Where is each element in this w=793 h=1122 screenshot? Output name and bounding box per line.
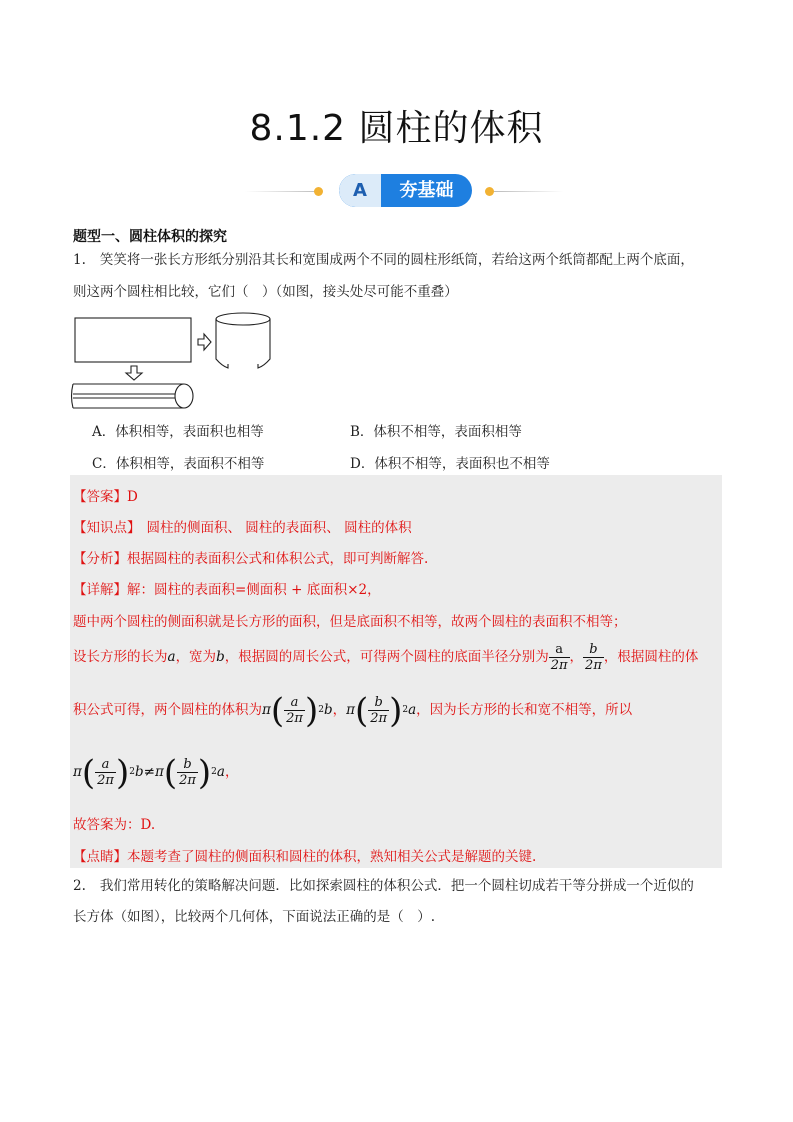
- comma: ，: [332, 702, 347, 718]
- pi-symbol: π: [154, 764, 164, 780]
- q1-figure: [68, 308, 278, 414]
- pi-symbol: π: [73, 764, 82, 780]
- final-answer-line: 故答案为：D.: [73, 817, 156, 833]
- decor-dot-right: [485, 187, 494, 196]
- decor-line-left: [245, 191, 320, 192]
- volume-fraction-a: [284, 695, 305, 726]
- frac-num: b: [583, 642, 604, 658]
- left-paren: (: [355, 690, 369, 731]
- comment-tag: 【点睛】: [73, 849, 127, 865]
- var-a: a: [167, 649, 176, 665]
- q2-line1: [73, 876, 694, 896]
- detail-formula: =侧面积 + 底面积×2，: [235, 582, 381, 598]
- var-a: a: [408, 702, 417, 718]
- frac-den: 2π: [179, 773, 196, 788]
- q1-number: 1.: [73, 252, 86, 268]
- q1-option-b[interactable]: B．体积不相等，表面积相等: [350, 424, 522, 440]
- radius-line: [73, 640, 698, 674]
- frac-num: b: [177, 757, 198, 773]
- frac-num: b: [368, 695, 389, 711]
- var-a: a: [216, 764, 225, 780]
- ineq-fraction-a: [95, 757, 116, 788]
- volume-fraction-b: [368, 695, 389, 726]
- section-badge: [339, 174, 472, 207]
- analysis-line: [73, 547, 428, 567]
- frac-den: 2π: [550, 658, 568, 673]
- frac-num: a: [284, 695, 305, 711]
- radius-fraction-a: [549, 642, 570, 673]
- square-exponent: 2: [402, 705, 409, 715]
- square-exponent: 2: [129, 767, 135, 777]
- right-paren: ): [304, 690, 319, 731]
- badge-text: 夯基础: [399, 180, 454, 201]
- radius-text-a: 设长方形的长为: [73, 649, 168, 665]
- decor-line-right: [494, 191, 564, 192]
- volume-text-b: ，因为长方形的长和宽不相等，所以: [416, 702, 633, 718]
- q1-line2: 则这两个圆柱相比较，它们（ ）（如图，接头处尽可能不重叠）: [73, 284, 458, 300]
- radius-text-b: ，宽为: [175, 649, 217, 665]
- volume-line: [73, 690, 632, 730]
- frac-den: 2π: [585, 658, 602, 673]
- left-paren: (: [81, 752, 96, 793]
- var-b: b: [216, 649, 225, 665]
- q2-number: 2.: [73, 878, 86, 894]
- q1-option-c[interactable]: C．体积相等，表面积不相等: [92, 456, 265, 472]
- q2-line2: 长方体（如图），比较两个几何体，下面说法正确的是（ ）.: [73, 909, 436, 925]
- square-exponent: 2: [318, 705, 324, 715]
- answer-value: D: [127, 489, 138, 505]
- right-paren: ): [115, 752, 130, 793]
- detail-text: 解：圆柱的表面积: [127, 582, 235, 598]
- frac-num: a: [95, 757, 116, 773]
- answer-tag: 【答案】: [73, 489, 127, 505]
- q1-option-d[interactable]: D．体积不相等，表面积也不相等: [350, 456, 550, 472]
- var-b: b: [323, 702, 333, 718]
- square-exponent: 2: [211, 767, 217, 777]
- var-b: b: [134, 764, 144, 780]
- side-area-line: 题中两个圆柱的侧面积就是长方形的面积，但是底面积不相等，故两个圆柱的表面积不相等；: [73, 614, 627, 630]
- knowledge-tag: 【知识点】: [73, 520, 141, 536]
- left-paren: (: [270, 690, 285, 731]
- frac-num: a: [549, 642, 570, 658]
- q1-line1: [73, 250, 694, 270]
- badge-letter: A: [339, 174, 381, 207]
- decor-dot-left: [314, 187, 323, 196]
- frac-den: 2π: [286, 711, 303, 726]
- detail-tag: 【详解】: [73, 582, 127, 598]
- q1-option-a[interactable]: A．体积相等，表面积也相等: [92, 424, 264, 440]
- comment-text: 本题考查了圆柱的侧面积和圆柱的体积，熟知相关公式是解题的关键.: [127, 849, 537, 865]
- radius-text-d: ，根据圆柱的体: [603, 649, 699, 665]
- answer-line: [73, 485, 138, 505]
- right-paren: ): [389, 690, 403, 731]
- right-paren: ): [197, 752, 212, 793]
- pi-symbol: π: [262, 702, 271, 718]
- knowledge-text: 圆柱的侧面积、 圆柱的表面积、 圆柱的体积: [146, 520, 412, 536]
- q2-text-line1: 我们常用转化的策略解决问题．比如探索圆柱的体积公式．把一个圆柱切成若干等分拼成一个近似的: [99, 878, 694, 894]
- comma: ，: [224, 764, 239, 780]
- frac-den: 2π: [97, 773, 114, 788]
- analysis-text: 根据圆柱的表面积公式和体积公式，即可判断解答.: [127, 551, 429, 567]
- knowledge-line: [73, 516, 412, 536]
- radius-text-c: ，根据圆的周长公式，可得两个圆柱的底面半径分别为: [224, 649, 549, 665]
- q1-text-line1: 笑笑将一张长方形纸分别沿其长和宽围成两个不同的圆柱形纸筒，若给这两个纸筒都配上两个底面，: [99, 252, 694, 268]
- comma: ，: [569, 649, 584, 665]
- comment-line: [73, 845, 536, 865]
- pi-symbol: π: [346, 702, 355, 718]
- detail-line: [73, 578, 381, 598]
- left-paren: (: [163, 752, 178, 793]
- page-title: 8.1.2 圆柱的体积: [249, 108, 544, 149]
- not-equal-sign: ≠: [143, 764, 155, 780]
- section-heading: 题型一、圆柱体积的探究: [73, 229, 227, 245]
- radius-fraction-b: [583, 642, 604, 673]
- volume-text-a: 积公式可得，两个圆柱的体积为: [73, 702, 262, 718]
- frac-den: 2π: [370, 711, 388, 726]
- ineq-fraction-b: [177, 757, 198, 788]
- inequality-line: [73, 752, 238, 792]
- analysis-tag: 【分析】: [73, 551, 127, 567]
